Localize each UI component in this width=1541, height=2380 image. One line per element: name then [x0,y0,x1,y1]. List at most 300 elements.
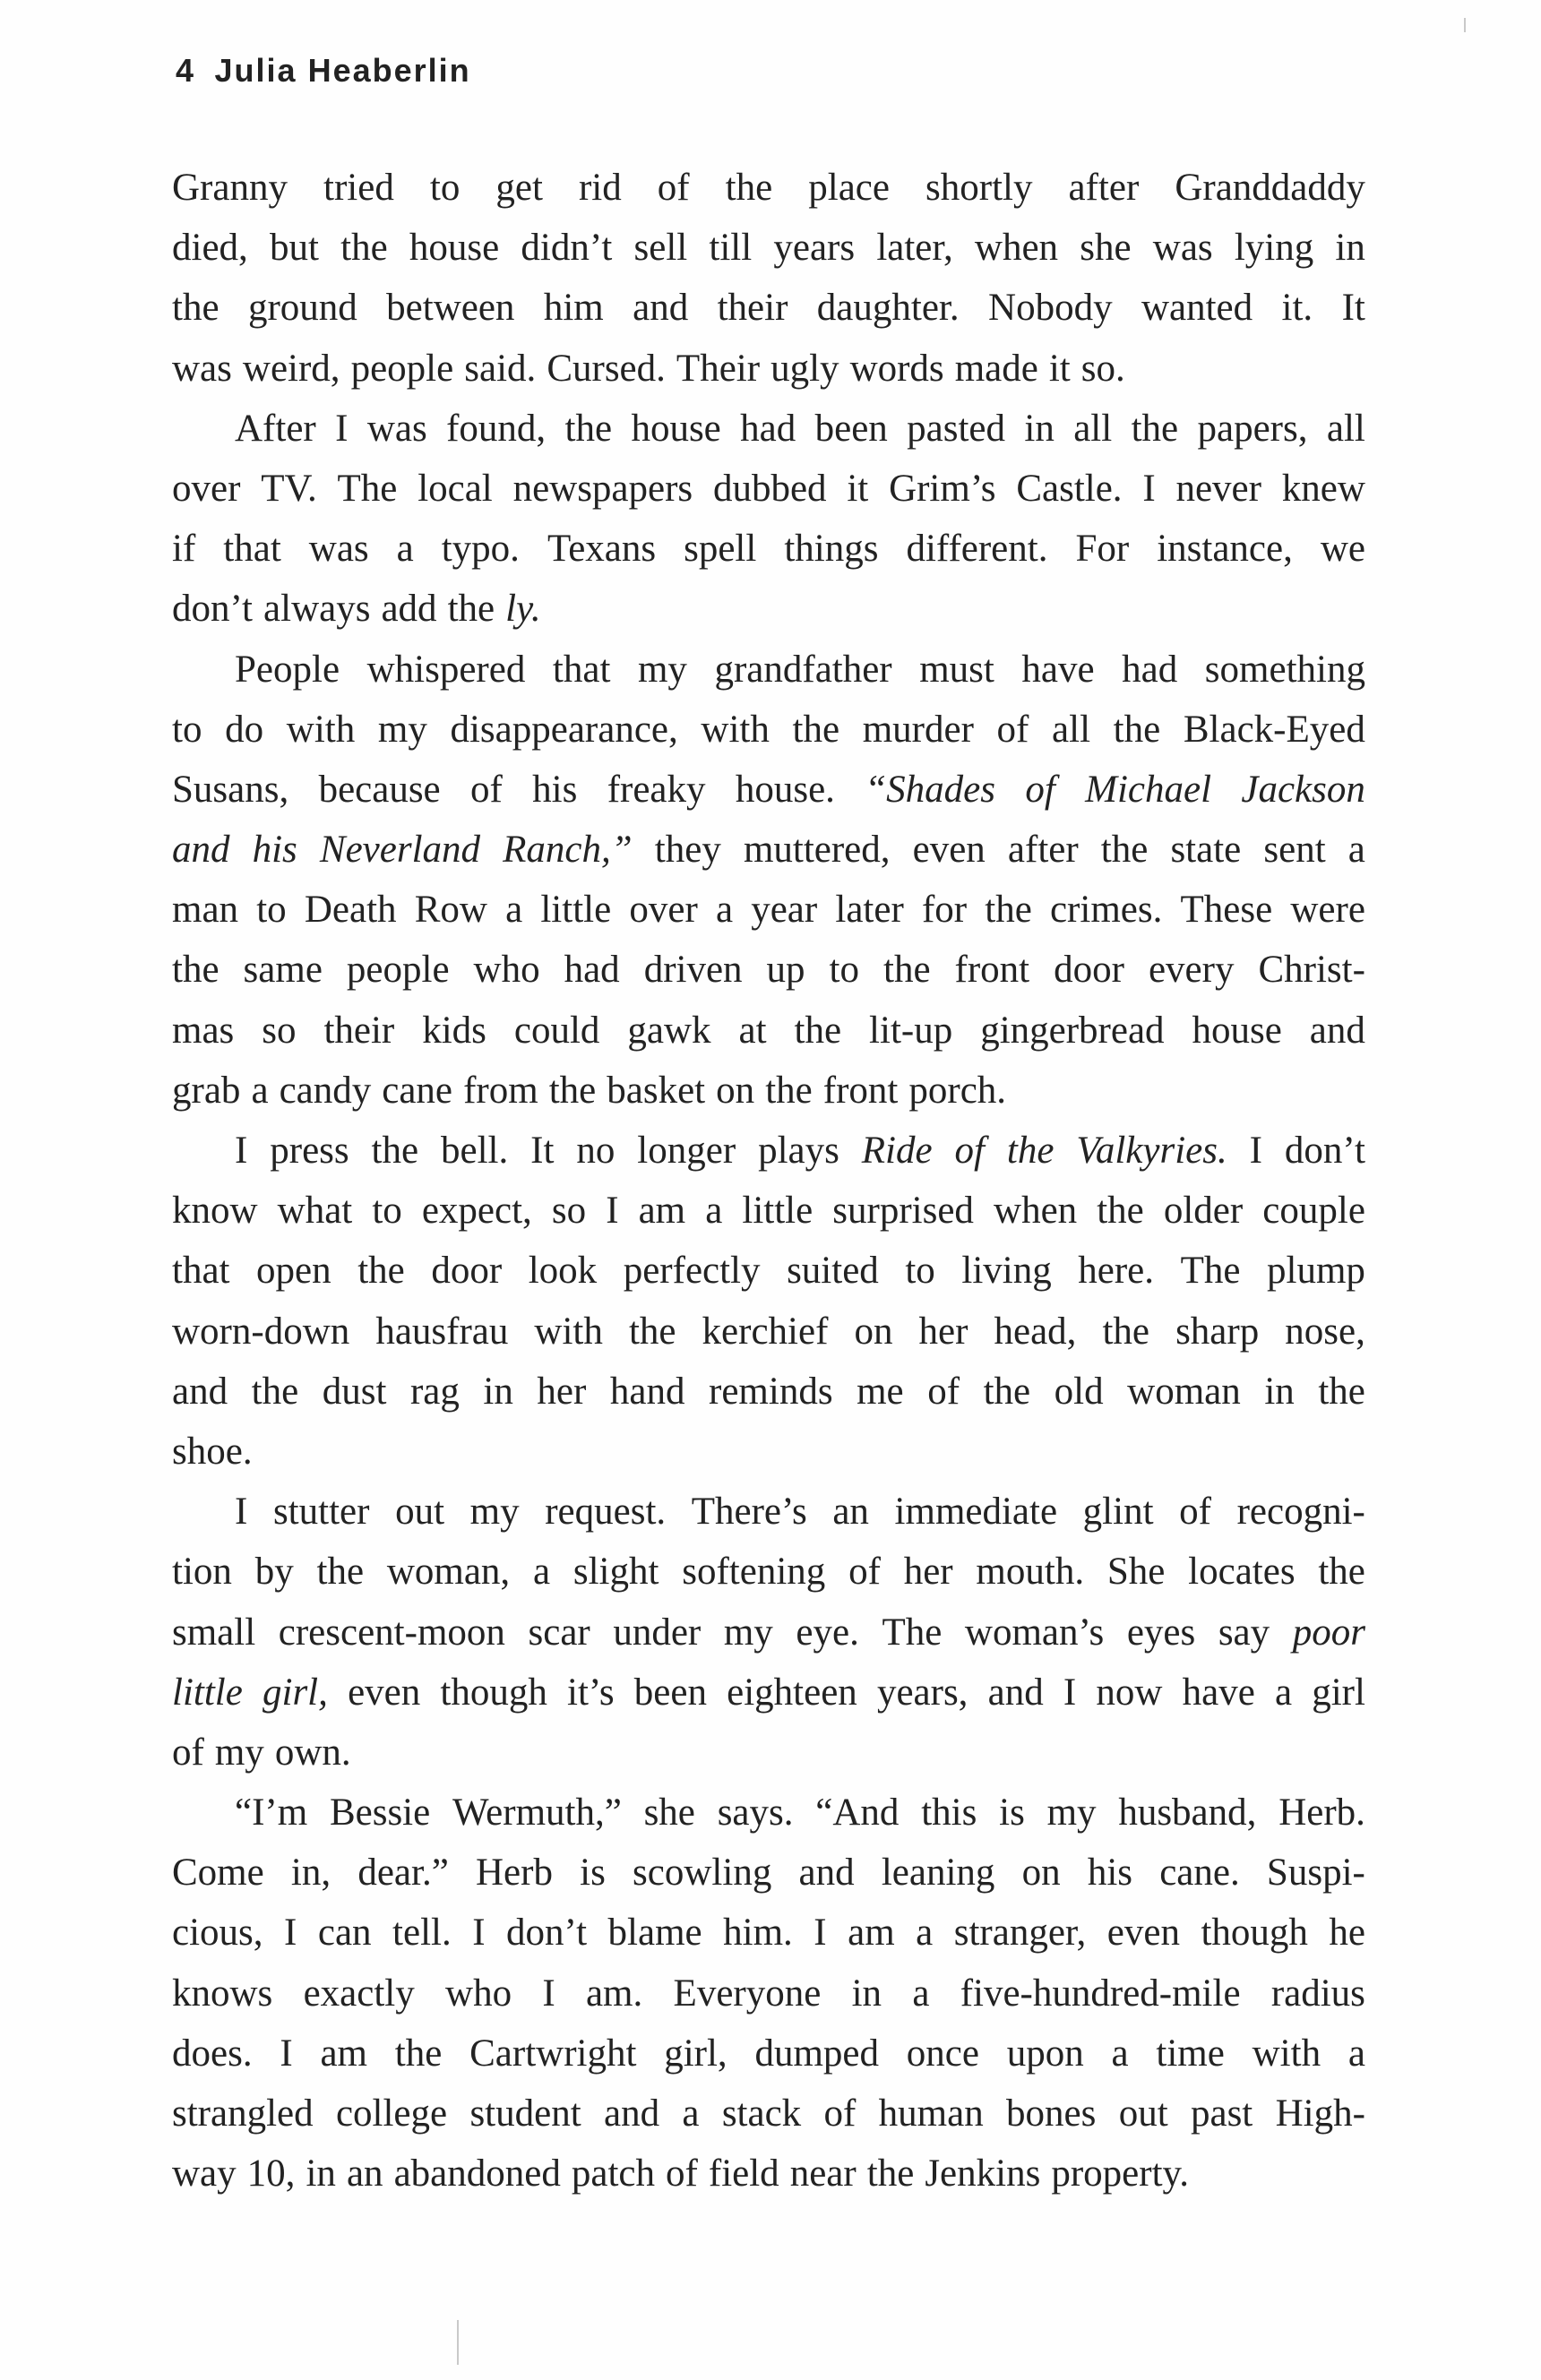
word: gingerbread [980,1009,1165,1052]
text-line [172,1482,1365,1542]
word: they [654,829,721,872]
word: to [829,949,859,992]
text-line [172,1723,1365,1783]
word: this [921,1791,977,1834]
word: I [1063,1671,1077,1714]
word: porch. [908,1069,1007,1112]
word: I [1249,1130,1262,1172]
word: house. [735,768,835,811]
word: abandoned [393,2152,561,2195]
word: gawk [627,1009,711,1052]
word: with [1252,2032,1321,2075]
page-number: 4 [176,52,195,89]
word: in [306,2152,336,2195]
word: Suspi- [1266,1852,1365,1895]
word: Cursed. [547,347,666,390]
text-line [172,1843,1365,1903]
word: even [1106,1912,1180,1955]
word: college [335,2092,448,2135]
scan-mark [457,2320,459,2365]
word: when [974,227,1059,270]
word: the [447,588,495,631]
word: even [912,829,986,872]
word: I [235,1491,248,1534]
word: an [346,2152,383,2195]
word: stutter [272,1491,370,1534]
word: it [1048,347,1071,390]
word: near [789,2152,857,2195]
text-line [172,459,1365,519]
word: the [1102,1310,1150,1353]
word: the [628,1310,676,1353]
text-line [172,2023,1365,2084]
italic-word: ly. [505,588,541,631]
word: now [1096,1671,1163,1714]
word: though [440,1671,547,1714]
word: reminds [709,1370,833,1413]
word: on [716,1069,755,1112]
word: The [337,467,398,510]
word: longer [637,1130,736,1172]
word: five-hundred-mile [960,1972,1241,2015]
word: in, [290,1852,331,1895]
word: knows [172,1972,273,2015]
word: plump [1267,1250,1365,1293]
word: tion [172,1551,232,1594]
word: rag [409,1370,460,1413]
word: of [996,708,1029,751]
word: Black-Eyed [1183,708,1365,751]
word: newspapers [512,467,693,510]
word: a [1347,2032,1365,2075]
word: spell [684,528,757,571]
word: papers, [1197,407,1308,450]
word: say [1218,1611,1270,1654]
word: disappearance, [450,708,678,751]
word: Herb [475,1852,553,1895]
word: The [882,1611,943,1654]
word: with [286,708,356,751]
word: older [1163,1190,1244,1233]
word: eye. [796,1611,859,1654]
word: my [469,1491,520,1534]
word: dust [322,1370,387,1413]
word: the [883,949,931,992]
word: what [277,1190,353,1233]
italic-word: Valkyries. [1076,1130,1227,1172]
word: the [792,708,840,751]
word: I [606,1190,619,1233]
paragraph [172,1121,1365,1482]
word: slight [572,1551,659,1594]
text-line [172,1001,1365,1061]
word: of [666,2152,698,2195]
word: the [357,1250,405,1293]
word: to [429,167,461,209]
word: girl [1312,1671,1365,1714]
word: She [1106,1551,1166,1594]
word: the [1100,829,1149,872]
word: whispered [366,648,526,691]
word: look [528,1250,598,1293]
word: lit-up [869,1009,953,1052]
word: “And [815,1791,900,1834]
text-line [172,158,1365,218]
word: house [409,227,500,270]
word: weird, [242,347,340,390]
paragraph [172,399,1365,640]
word: always [263,588,371,631]
word: I [1142,467,1156,510]
word: here. [1078,1250,1155,1293]
word: him. [723,1912,793,1955]
word: Susans, [172,768,289,811]
word: even [348,1671,421,1714]
word: I [472,1912,486,1955]
word: in [483,1370,513,1413]
word: scar [528,1611,590,1654]
text-line [172,1241,1365,1301]
word: to [905,1250,935,1293]
word: between [386,287,515,330]
word: woman, [386,1551,511,1594]
text-line [172,1302,1365,1362]
word: she [1080,227,1132,270]
word: that [552,648,611,691]
word: the [1113,708,1161,751]
word: of [848,1551,881,1594]
word: must [919,648,994,691]
word: the [172,287,220,330]
word: get [495,167,543,209]
paragraph [172,1482,1365,1783]
word: my [637,648,687,691]
word: strangled [172,2092,314,2135]
word: driven [643,949,743,992]
word: a [532,1551,551,1594]
word: girl, [664,2032,727,2075]
word: with [701,708,770,751]
word: and [172,1370,228,1413]
word: a [705,1190,723,1233]
word: For [1075,528,1130,571]
text-line [172,1542,1365,1602]
word: pasted [907,407,1006,450]
word: house [1192,1009,1282,1052]
word: she [643,1791,695,1834]
word: over [172,467,241,510]
word: murder [862,708,974,751]
word: Row [414,889,487,932]
word: student [469,2092,581,2135]
word: a [682,2092,700,2135]
text-line [172,700,1365,760]
text-line [172,399,1365,459]
paragraph [172,1783,1365,2204]
word: place [808,167,890,209]
word: a [1347,829,1365,872]
word: at [738,1009,767,1052]
word: the [985,889,1032,932]
word: in [1024,407,1055,450]
word: to [256,889,287,932]
word: a [916,1912,934,1955]
word: for [921,889,968,932]
word: Granny [172,167,288,209]
word: living [961,1250,1052,1293]
word: woman [1127,1370,1241,1413]
text-line [172,1181,1365,1241]
word: People [235,648,340,691]
word: Their [676,347,761,390]
word: request. [545,1491,667,1534]
word: plays [758,1130,839,1172]
word: Everyone [673,1972,822,2015]
word: I [284,1912,297,1955]
word: a [1111,2032,1129,2075]
word: perfectly [623,1250,761,1293]
word: made [954,347,1038,390]
word: Castle. [1016,467,1123,510]
word: the [1318,1370,1365,1413]
word: do [225,708,264,751]
word: knew [1281,467,1365,510]
word: hand [609,1370,685,1413]
word: I [280,2032,293,2075]
text-line [172,1362,1365,1422]
word: I [542,1972,555,2015]
word: a [1274,1671,1293,1714]
word: have [1182,1671,1255,1714]
word: ugly [770,347,839,390]
word: Grim’s [889,467,996,510]
word: rid [578,167,622,209]
author-name: Julia Heaberlin [214,52,471,89]
word: to [372,1190,402,1233]
word: These [1180,889,1273,932]
italic-word: his [252,829,297,872]
word: eyes [1126,1611,1196,1654]
word: couple [1262,1190,1365,1233]
word: blame [607,1912,702,1955]
word: their [323,1009,395,1052]
word: died, [172,227,248,270]
word: can [317,1912,372,1955]
word: am [638,1190,686,1233]
word: grandfather [714,648,892,691]
word: the [371,1130,419,1172]
word: human [878,2092,984,2135]
word: my [377,708,427,751]
word: stranger, [953,1912,1087,1955]
word: people [350,347,454,390]
word: am [320,2032,368,2075]
word: mouth. [976,1551,1085,1594]
word: was [172,347,232,390]
word: dumped [754,2032,880,2075]
word: the [172,949,220,992]
word: instance, [1157,528,1293,571]
text-line [172,519,1365,579]
word: Cartwright [469,2032,637,2075]
word: tell. [392,1912,452,1955]
text-line [172,1903,1365,1963]
word: local [418,467,493,510]
italic-word: poor [1292,1611,1365,1654]
word: upon [1006,2032,1084,2075]
word: surprised [832,1190,974,1233]
word: crimes. [1049,889,1163,932]
word: the [794,1009,842,1052]
word: man [172,889,239,932]
word: the [765,1069,813,1112]
word: is [580,1852,606,1895]
word: dear.” [357,1852,449,1895]
word: his [532,768,578,811]
word: the [251,1370,299,1413]
text-line [172,940,1365,1000]
word: don’t [172,588,253,631]
word: am. [585,1972,643,2015]
word: Granddaddy [1175,167,1365,209]
word: little [742,1190,814,1233]
word: of [469,768,503,811]
text-line [172,339,1365,399]
word: of [927,1370,960,1413]
word: Wermuth,” [452,1791,622,1834]
word: who [473,949,540,992]
text-line [172,820,1365,880]
word: is [999,1791,1025,1834]
word: been [814,407,888,450]
text-line [172,760,1365,820]
word: I [235,1130,248,1172]
word: if [172,528,196,571]
word: years [773,227,856,270]
word: over [629,889,698,932]
word: all [1073,407,1113,450]
word: door [431,1250,503,1293]
word: it. [1281,287,1313,330]
word: of [1179,1491,1211,1534]
text-line [172,880,1365,940]
word: “I’m [235,1791,308,1834]
scan-mark [1464,18,1466,32]
word: TV. [261,467,317,510]
word: to [172,708,202,751]
word: he [1329,1912,1365,1955]
word: shortly [925,167,1033,209]
word: a [251,1069,269,1112]
word: but [269,227,319,270]
word: the [564,407,613,450]
word: state [1170,829,1242,872]
word: a [505,889,523,932]
word: so. [1080,347,1125,390]
word: the [394,2032,443,2075]
word: house [631,407,721,450]
word: Texans [547,528,657,571]
text-line [172,640,1365,700]
word: lying [1234,227,1314,270]
text-line [172,1121,1365,1181]
word: all [1326,407,1365,450]
word: scowling [633,1852,772,1895]
word: a [715,889,734,932]
word: don’t [506,1912,588,1955]
word: candy [279,1069,372,1112]
word: because [318,768,441,811]
word: sharp [1175,1310,1260,1353]
word: with [534,1310,603,1353]
word: out [395,1491,445,1534]
word: and [1309,1009,1365,1052]
word: of [172,1731,204,1774]
word: Herb. [1278,1791,1365,1834]
word: sell [633,227,688,270]
text-line [172,1963,1365,2023]
word: past [1190,2092,1253,2135]
word: the [1131,407,1179,450]
italic-word: girl, [263,1671,328,1714]
word: freaky [607,768,706,811]
text-line [172,1061,1365,1121]
word: the [1097,1190,1144,1233]
word: of [657,167,690,209]
word: was [366,407,427,450]
word: and [987,1671,1044,1714]
word: crescent-moon [278,1611,505,1654]
word: recogni- [1236,1491,1365,1534]
word: didn’t [521,227,613,270]
word: been [633,1671,707,1714]
word: way [172,2152,237,2195]
word: that [223,528,281,571]
word: patch [571,2152,655,2195]
word: immediate [894,1491,1058,1534]
word: Come [172,1852,264,1895]
word: does. [172,2032,253,2075]
word: It [1341,287,1365,330]
word: know [172,1190,258,1233]
word: husband, [1118,1791,1257,1834]
word: him [543,287,604,330]
italic-word: little [172,1671,243,1714]
word: the [725,167,773,209]
word: and [603,2092,660,2135]
word: glint [1082,1491,1154,1534]
word: I [335,407,349,450]
word: daughter. [816,287,960,330]
word: wanted [1141,287,1253,330]
word: in [851,1972,882,2015]
word: once [906,2032,979,2075]
word: who [445,1972,512,2015]
word: kids [422,1009,486,1052]
word: ground [247,287,357,330]
word: open [256,1250,331,1293]
word: Death [304,889,397,932]
word: no [576,1130,616,1172]
word: same [243,949,323,992]
body-text [172,158,1365,2204]
word: were [1290,889,1365,932]
word: by [254,1551,294,1594]
word: exactly [303,1972,415,2015]
word: says. [717,1791,794,1834]
word: press [270,1130,349,1172]
word: in [1264,1370,1295,1413]
